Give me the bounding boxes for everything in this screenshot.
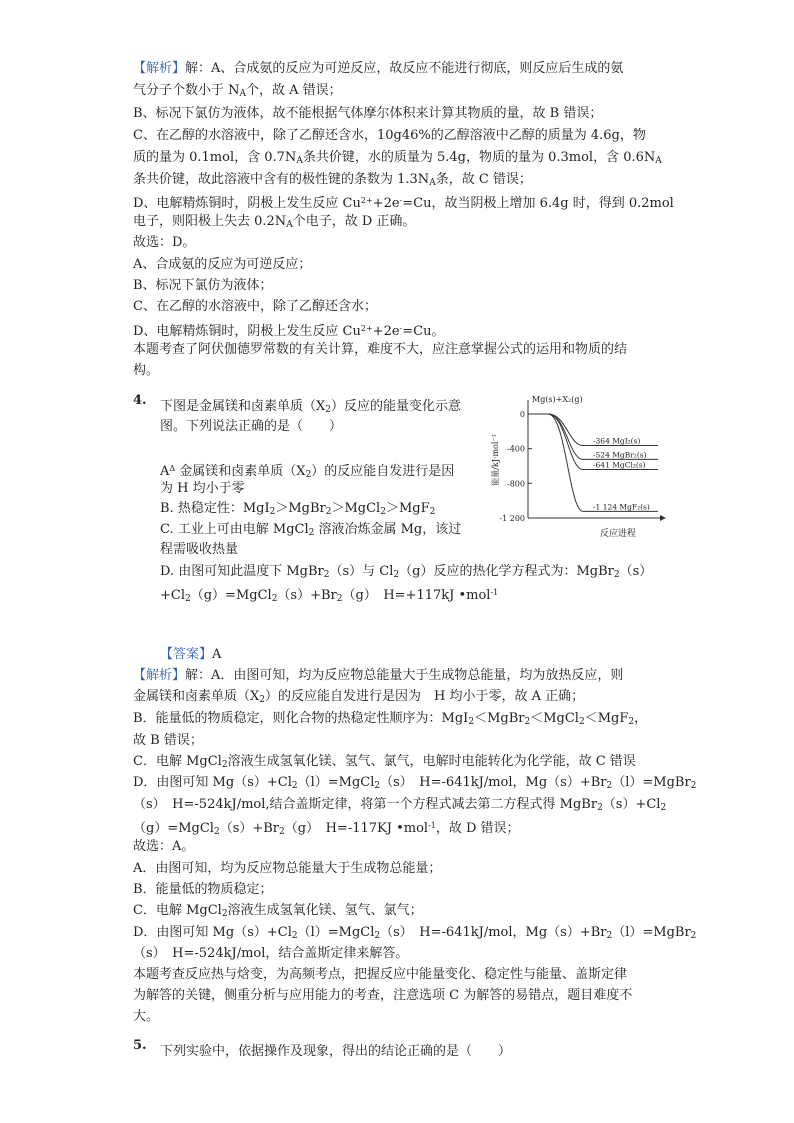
analysis-line-6: 条共价键，故此溶液中含有的极性键的条数为 $1.3N_A$条，故 C 错误；	[133, 172, 532, 188]
chart-start-label: Mg(s)+X₂(g)	[532, 395, 583, 404]
q4-option-d[interactable]: D. 由图可知此温度下 MgBr$_2$（s）与 $Cl_2(g)$反应的热化学方程式为：MgBr$_2$（s）	[160, 564, 653, 580]
analysis-line-4: C、在乙醇的水溶液中，除了乙醇还含水，10g46%的乙醇溶液中乙醇的质量为 4.6g，物	[133, 128, 646, 143]
analysis-line-8: 电子，则阳极上失去 $0.2N_A$个电子，故 D 正确。	[133, 214, 416, 230]
chart-series-label: -641 MgCl₂(s)	[593, 460, 646, 470]
chart-y-tick-label: -1 200	[499, 514, 525, 523]
p2-line-11: B．能量低的物质稳定；	[133, 882, 273, 897]
p2-line-12: C．电解 MgCl$_2$溶液生成氢氧化镁、氢气、氯气；	[133, 903, 423, 919]
q4-option-b[interactable]: B. 热稳定性：MgI$_2$＞MgBr$_2$＞MgCl$_2$＞MgF$_2$	[160, 501, 436, 517]
q4-option-c-line-2: 程需吸收热量	[160, 542, 239, 557]
chart-y-tick-label: -800	[507, 479, 525, 489]
q4-stem-line-2: 图。下列说法正确的是（ ）	[160, 419, 343, 434]
p2-line-5: C．电解 MgCl$_2$溶液生成氢氧化镁、氢气、氯气，电解时电能转化为化学能，故 C 错误	[133, 754, 636, 770]
analysis-line-11: B、标况下氯仿为液体；	[133, 278, 273, 293]
chart-series-label: -364 MgI₂(s)	[593, 436, 641, 446]
p2-line-2: 金属镁和卤素单质$(X_2)$的反应能自发进行是因为 H 均小于零，故 A 正确；	[133, 689, 585, 705]
svg-text:能量/kJ·mol⁻¹: 能量/kJ·mol⁻¹	[491, 434, 500, 486]
p2-line-7: （s） H=-524kJ/mol,结合盖斯定律，将第一个方程式减去第二方程式得 $MgBr_2(s)+Cl_2$	[133, 797, 667, 813]
p2-line-14: （s） H=-524kJ/mol，结合盖斯定律来解答。	[133, 946, 409, 961]
chart-y-axis-label	[490, 434, 500, 486]
analysis-line-2: 气分子个数小于 $N_A$个，故 A 错误；	[133, 83, 342, 99]
question-5-number: 5.	[133, 1038, 147, 1053]
question-4-number: 4.	[133, 393, 147, 408]
answer-value: A	[212, 647, 222, 662]
analysis-line-9: 故选：D。	[133, 235, 196, 250]
analysis-tag-2: 【解析】	[133, 668, 186, 683]
q4-option-c[interactable]: C. 工业上可由电解 MgCl$_2$ 溶液冶炼金属 Mg，该过	[160, 522, 462, 538]
p2-line-6: D．由图可知 $Mg(s)+Cl_2(l)=MgCl_2(s)$ H=-641kJ/mol，$Mg(s)+Br_2(l)=MgBr_2$	[133, 775, 697, 791]
q4-option-d-line-2: $+Cl_2(g)=MgCl_2(s)+Br_2(g)$ H=+117kJ •mol$^{-1}$	[160, 588, 499, 604]
analysis-line-3: B、标况下氯仿为液体，故不能根据气体摩尔体积来计算其物质的量，故 B 错误；	[133, 106, 603, 121]
p2-line-17: 大。	[133, 1009, 160, 1024]
analysis-line-7: D、电解精炼铜时，阴极上发生反应 $Cu^{2+}+2e^-=Cu$，故当阴极上增加 6.4g 时，得到 0.2mol	[133, 196, 674, 211]
chart-y-tick-label: 0	[519, 410, 525, 419]
analysis-line-5: 质的量为 0.1mol，含 $0.7N_A$条共价键，水的质量为 5.4g，物质的量为 0.3mol，含 $0.6N_A$	[133, 150, 662, 166]
analysis-line-1: 【解析】解：A、合成氨的反应为可逆反应，故反应不能进行彻底，则反应后生成的氨	[133, 61, 624, 76]
p2-line-1: 【解析】解：A．由图可知，均为反应物总能量大于生成物总能量，均为放热反应，则	[133, 668, 624, 683]
p2-line-3: B．能量低的物质稳定，则化合物的热稳定性顺序为：MgI$_2$＜MgBr$_2$＜MgCl$_2$＜MgF$_2$，	[133, 711, 648, 727]
p2-line-8: $(g)=MgCl_2(s)+Br_2(g)$ H=-117KJ •mol$^{-1}$，故 D 错误；	[133, 821, 520, 837]
q5-stem: 下列实验中，依据操作及现象，得出的结论正确的是（ ）	[160, 1044, 512, 1059]
chart-x-arrow	[660, 515, 666, 521]
chart-y-tick-label: -400	[507, 444, 525, 454]
analysis-line-13: D、电解精炼铜时，阴极上发生反应 $Cu^{2+}+2e^-=Cu$。	[133, 324, 445, 339]
analysis-line-10: A、合成氨的反应为可逆反应；	[133, 257, 312, 272]
analysis-tag: 【解析】	[133, 61, 186, 76]
analysis-line-14: 本题考查了阿伏伽德罗常数的有关计算，难度不大，应注意掌握公式的运用和物质的结	[133, 342, 628, 357]
chart-series-label: -1 124 MgF₂(s)	[593, 502, 650, 512]
p2-line-13: D．由图可知 $Mg(s)+Cl_2(l)=MgCl_2(s)$ H=-641kJ/mol，$Mg(s)+Br_2(l)=MgBr_2$	[133, 925, 697, 941]
p2-line-9: 故选：A。	[133, 839, 195, 854]
q4-option-a[interactable]: $A^\Delta$ 金属镁和卤素单质$(X_2)$的反应能自发进行是因	[160, 464, 455, 480]
p2-line-4: 故 B 错误；	[133, 733, 203, 748]
p2-line-16: 为解答的关键，侧重分析与应用能力的考查，注意选项 C 为解答的易错点，题目难度不	[133, 988, 633, 1003]
answer-line	[160, 646, 221, 664]
chart-series-label: -524 MgBr₂(s)	[593, 450, 647, 460]
analysis-line-12: C、在乙醇的水溶液中，除了乙醇还含水；	[133, 299, 377, 314]
energy-diagram	[488, 390, 668, 540]
q4-stem-line-1: 下图是金属镁和卤素单质$(X_2)$反应的能量变化示意	[160, 399, 462, 415]
p2-line-15: 本题考查反应热与焓变，为高频考点，把握反应中能量变化、稳定性与能量、盖斯定律	[133, 967, 628, 982]
analysis-line-15: 构。	[133, 363, 160, 378]
chart-x-axis-label: 反应进程	[600, 529, 637, 539]
p2-line-10: A．由图可知，均为反应物总能量大于生成物总能量；	[133, 861, 442, 876]
q4-option-a-line-2: 为 H 均小于零	[160, 481, 245, 496]
answer-tag: 【答案】	[160, 647, 213, 662]
